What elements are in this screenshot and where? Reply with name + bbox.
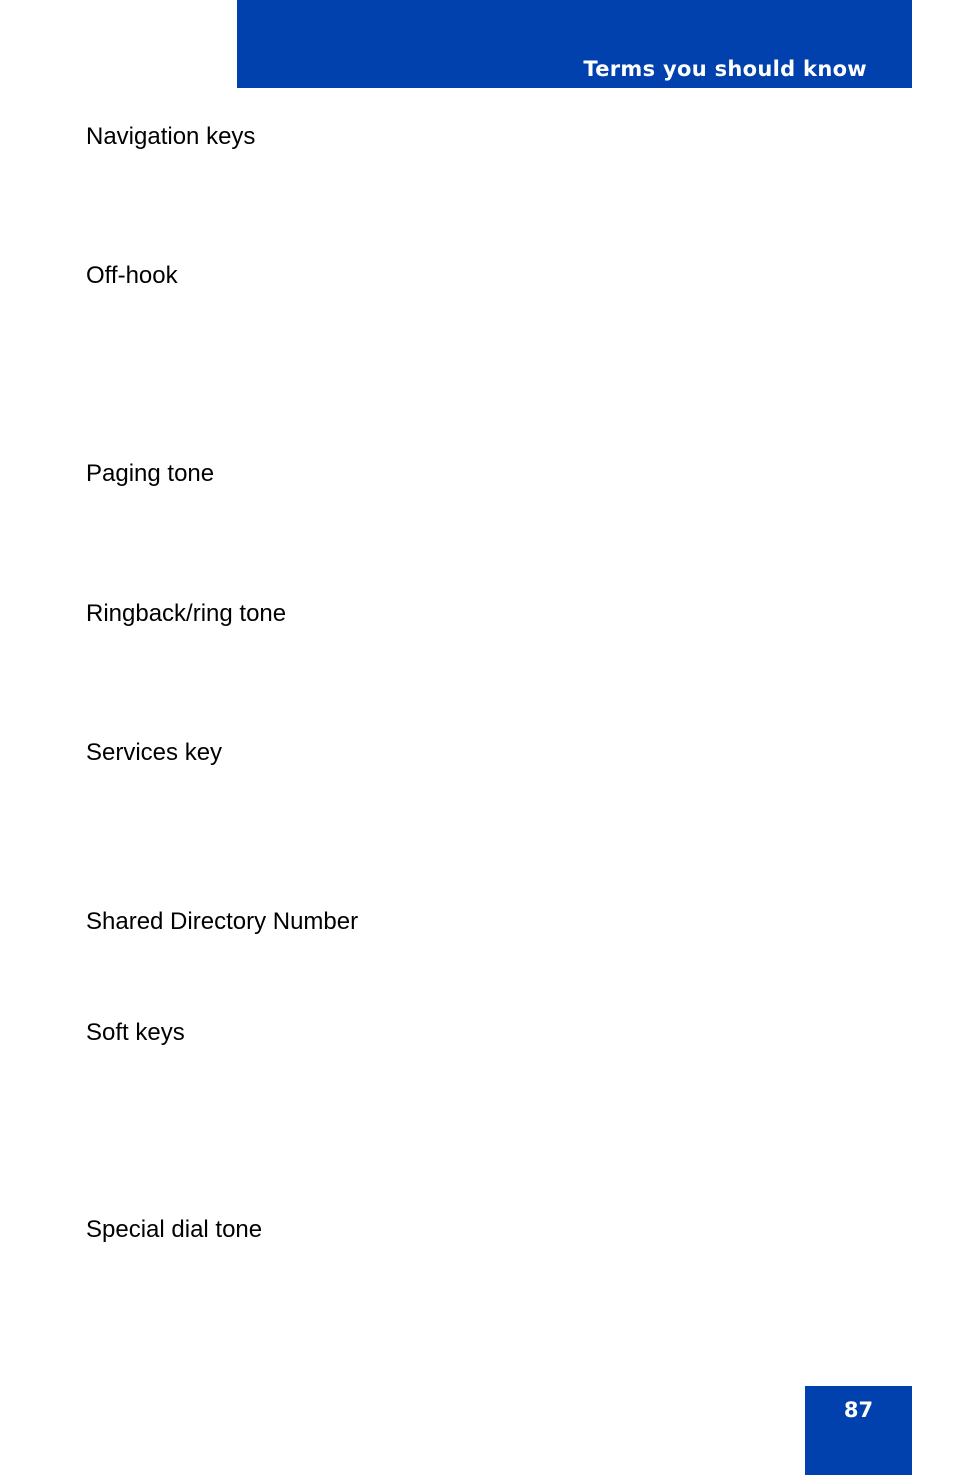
term-services-key: Services key	[86, 739, 223, 766]
term-special-dial-tone: Special dial tone	[86, 1216, 263, 1243]
term-ringback-ring-tone: Ringback/ring tone	[86, 600, 287, 627]
page-number-tab	[805, 1386, 912, 1475]
section-title: Terms you should know	[583, 57, 867, 81]
term-off-hook: Off-hook	[86, 262, 178, 289]
term-soft-keys: Soft keys	[86, 1019, 185, 1046]
term-shared-directory-number: Shared Directory Number	[86, 908, 359, 935]
section-header-bar	[237, 0, 912, 88]
term-navigation-keys: Navigation keys	[86, 123, 256, 150]
term-paging-tone: Paging tone	[86, 460, 215, 487]
page-number: 87	[843, 1398, 874, 1422]
